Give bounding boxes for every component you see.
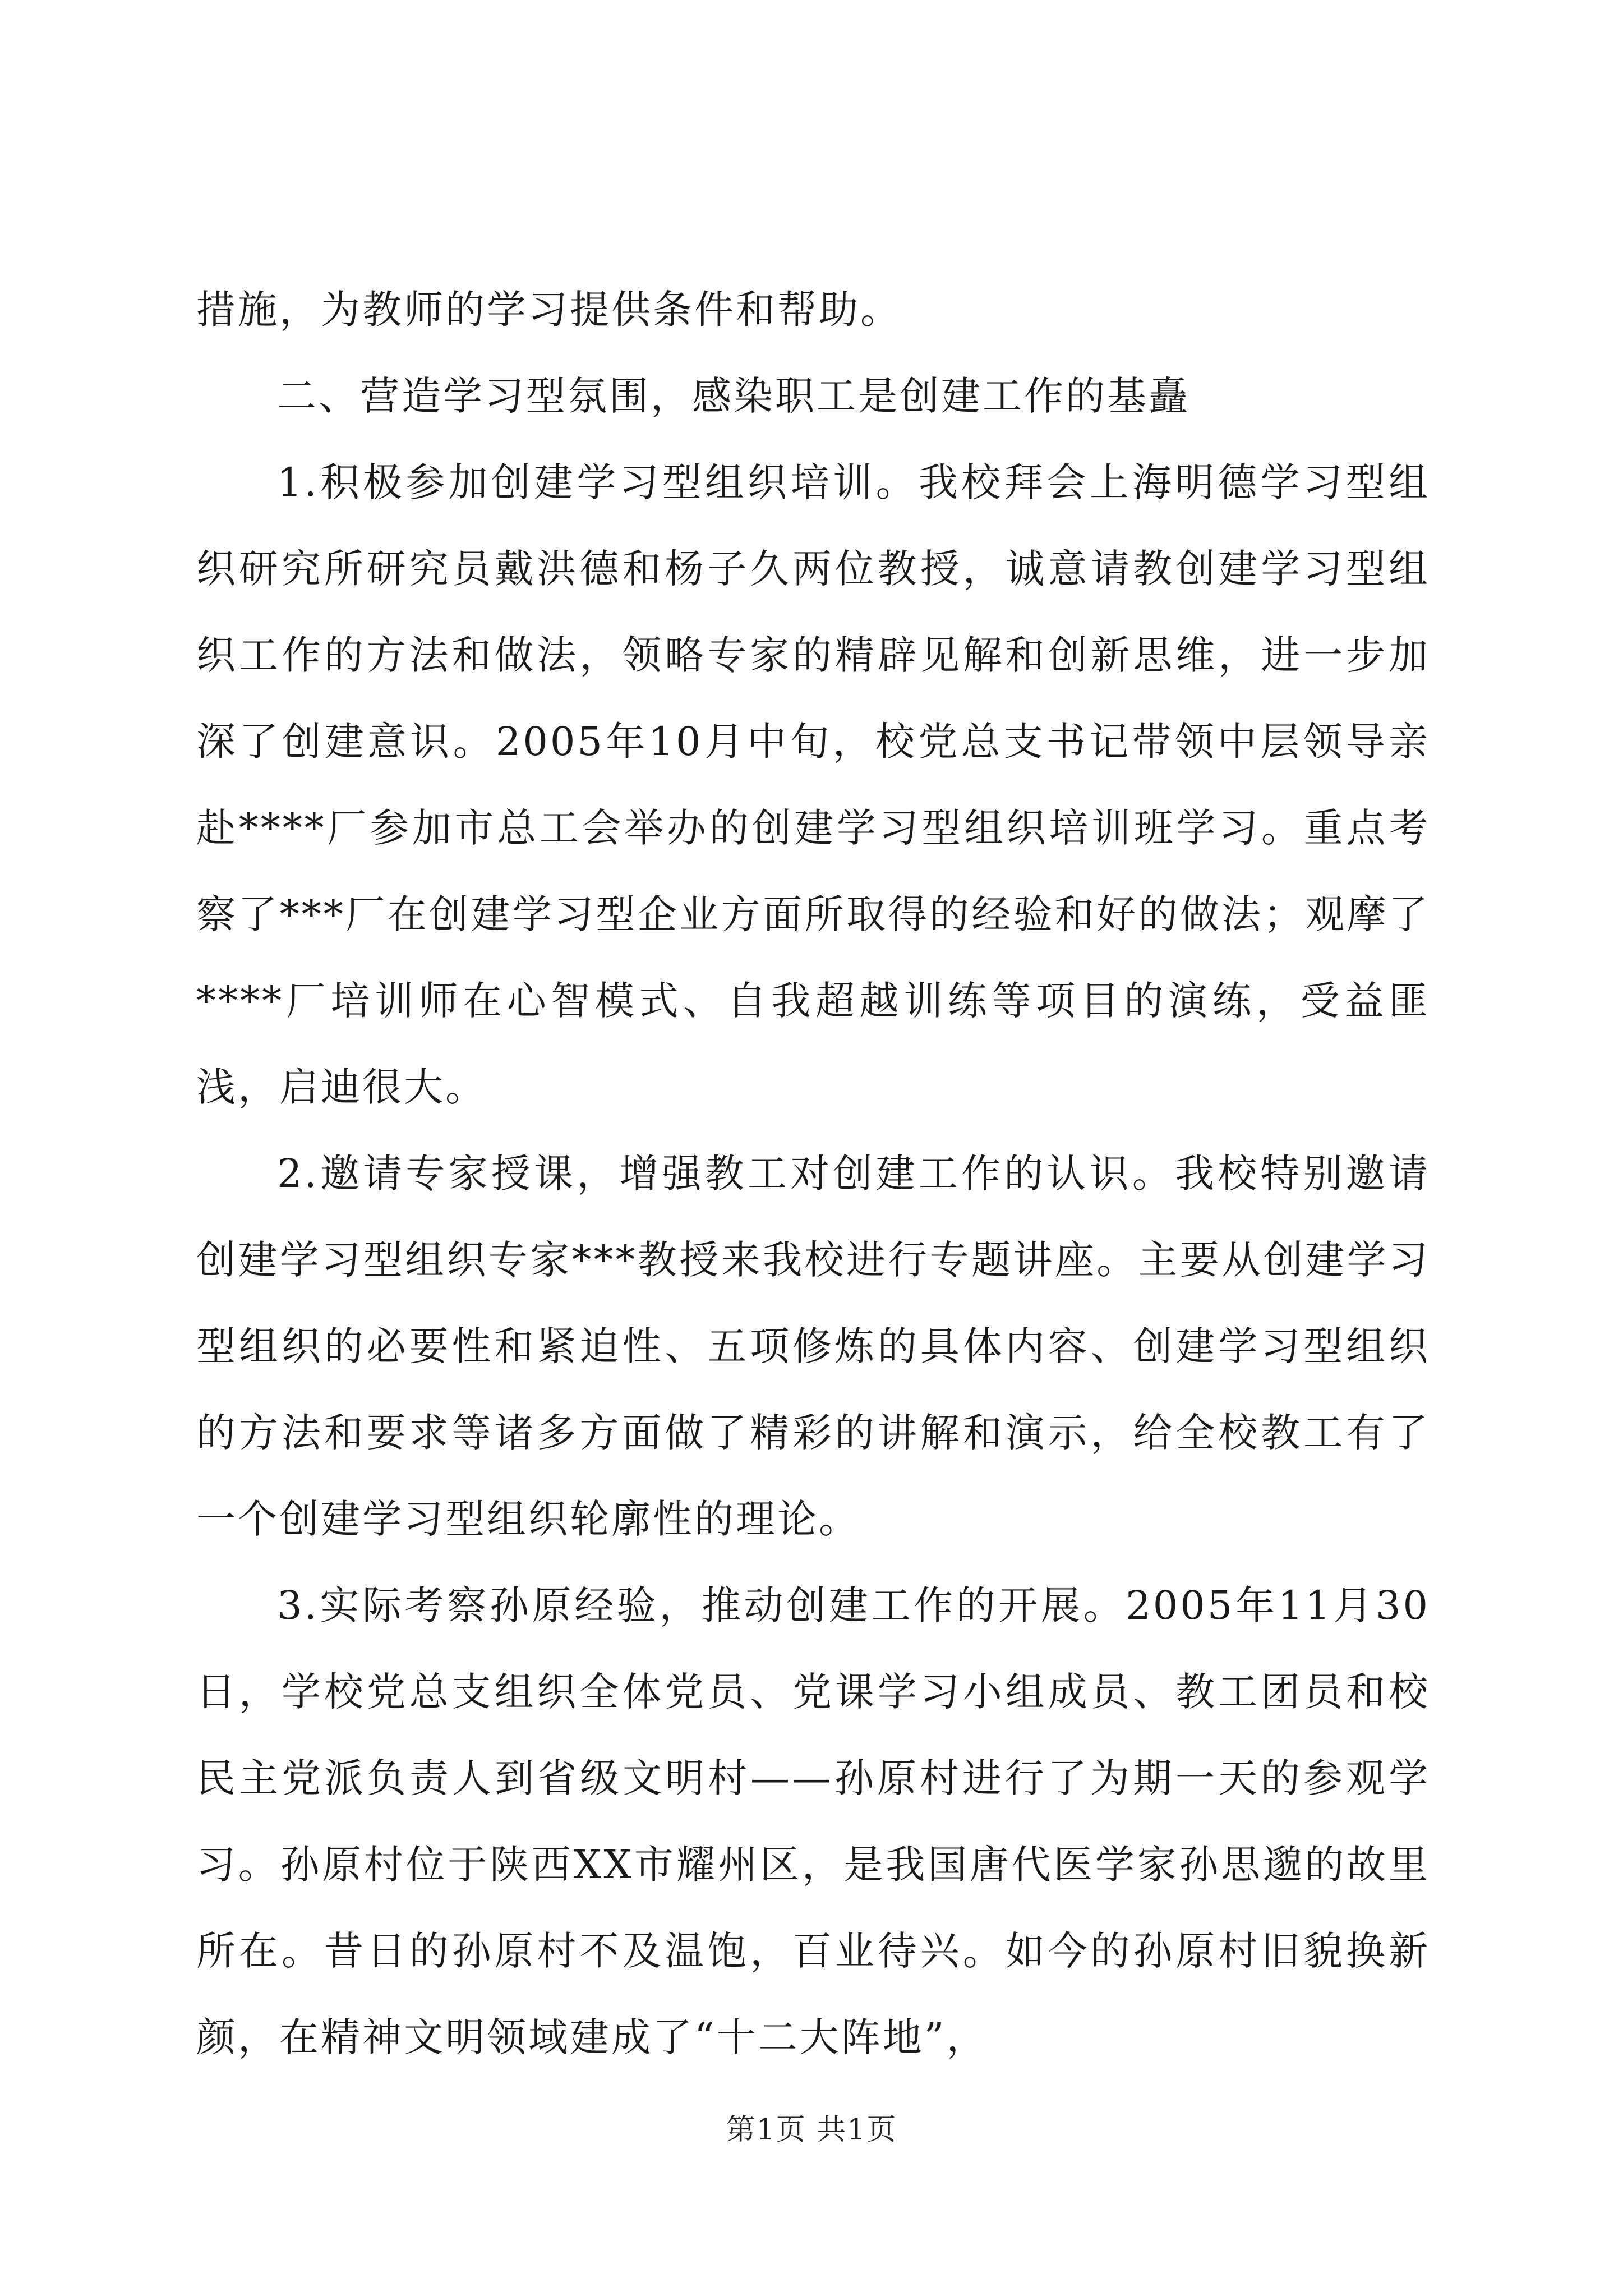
paragraph-item-3: 3.实际考察孙原经验，推动创建工作的开展。2005年11月30日，学校党总支组织全体党员、党课学习小组成员、教工团员和校民主党派负责人到省级文明村——孙原村进行了为期一天的参观学习。孙原村位于陕西XX市耀州区，是我国唐代医学家孙思邈的故里所在。昔日的孙原村不及温饱，百业待兴。如今的孙原村旧貌换新颜，在精神文明领域建成了“十二大阵地”， [196, 1582, 1430, 2060]
paragraph-item-1: 1.积极参加创建学习型组织培训。我校拜会上海明德学习型组织研究所研究员戴洪德和杨子久两位教授，诚意请教创建学习型组织工作的方法和做法，领略专家的精辟见解和创新思维，进一步加深了创建意识。2005年10月中旬，校党总支书记带领中层领导亲赴****厂参加市总工会举办的创建学习型组织培训班学习。重点考察了***厂在创建学习型企业方面所取得的经验和好的做法；观摩了****厂培训师在心智模式、自我超越训练等项目的演练，受益匪浅，启迪很大。 [196, 459, 1430, 1110]
section-heading: 二、营造学习型氛围，感染职工是创建工作的基矗 [277, 373, 1190, 419]
body-text [196, 266, 1430, 2081]
paragraph-item-2: 2.邀请专家授课，增强教工对创建工作的认识。我校特别邀请创建学习型组织专家***教授来我校进行专题讲座。主要从创建学习型组织的必要性和紧迫性、五项修炼的具体内容、创建学习型组织的方法和要求等诸多方面做了精彩的讲解和演示，给全校教工有了一个创建学习型组织轮廓性的理论。 [196, 1151, 1430, 1542]
page-footer: 第1页 共1页 [726, 2113, 897, 2147]
paragraph-continuation: 措施，为教师的学习提供条件和帮助。 [196, 287, 902, 333]
